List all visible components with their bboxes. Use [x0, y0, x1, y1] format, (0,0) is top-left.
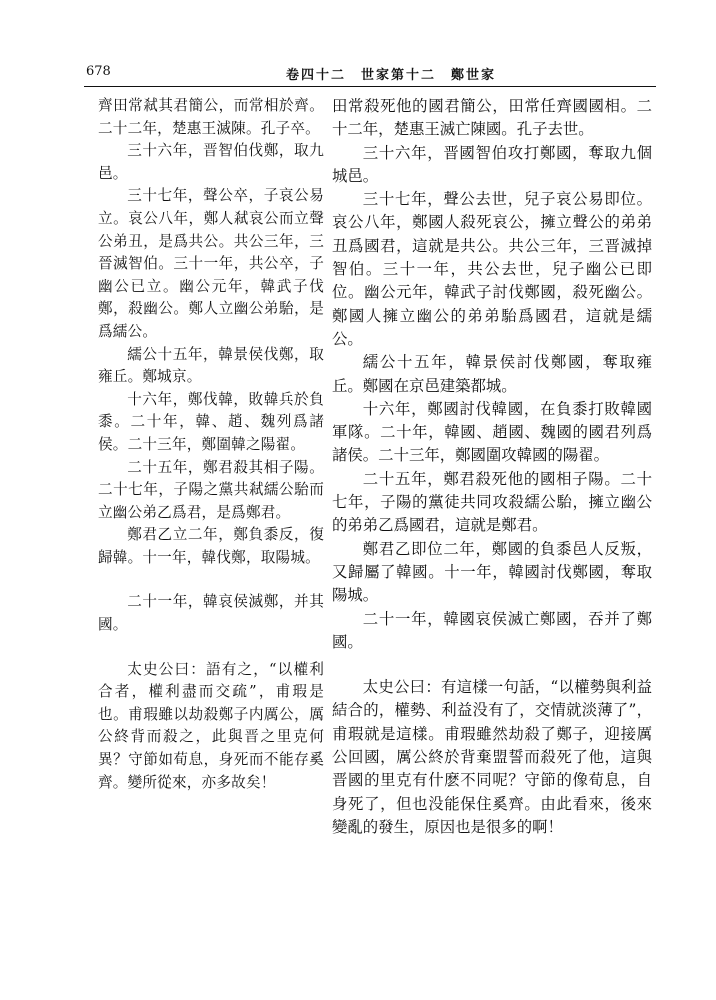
header-rule [84, 86, 656, 87]
classical-paragraph: 太史公曰：語有之，“以權利合者，權利盡而交疏”，甫瑕是也。甫瑕雖以劫殺鄭子内厲公，厲公終背而殺之，此與晋之里克何異？守節如荀息，身死而不能存奚齊。變所從來，亦多故矣！ [98, 660, 324, 791]
translation-paragraph: 田常殺死他的國君簡公，田常任齊國國相。二十二年，楚惠王滅亡陳國。孔子去世。 [332, 97, 652, 139]
translation-paragraph: 二十一年，韓國哀侯滅亡鄭國，吞并了鄭國。 [332, 609, 652, 651]
translation-paragraph: 繻公十五年，韓景侯討伐鄭國，奪取雍丘。鄭國在京邑建築都城。 [332, 353, 652, 395]
classical-paragraph: 二十五年，鄭君殺其相子陽。二十七年，子陽之黨共弒繻公駘而立幽公弟乙爲君，是爲鄭君。 [98, 458, 324, 521]
translation-paragraph: 鄭君乙即位二年，鄭國的負黍邑人反叛，又歸屬了韓國。十一年，韓國討伐鄭國，奪取陽城。 [332, 539, 652, 605]
translation-text-column [332, 95, 652, 839]
running-head: 卷四十二 世家第十二 鄭世家 [286, 68, 497, 83]
translation-paragraph: 三十七年，聲公去世，兒子哀公易即位。哀公八年，鄭國人殺死哀公，擁立聲公的弟弟丑爲國君，這就是共公。共公三年，三晋滅掉智伯。三十一年，共公去世，兒子幽公已即位。幽公元年，韓武子討伐鄭國，殺死幽公。鄭國人擁立幽公的弟弟駘爲國君，這就是繻公。 [332, 190, 652, 348]
translation-paragraph: 太史公曰：有這樣一句話，“以權勢與利益結合的，權勢、利益没有了，交情就淡薄了”，甫瑕就是這樣。甫瑕雖然劫殺了鄭子，迎接厲公回國，厲公終於背棄盟誓而殺死了他，這與晋國的里克有什麽不同呢？守節的像荀息，自身死了，但也没能保住奚齊。由此看來，後來變亂的發生，原因也是很多的啊！ [332, 678, 652, 836]
translation-paragraph: 二十五年，鄭君殺死他的國相子陽。二十七年，子陽的黨徒共同攻殺繻公駘，擁立幽公的弟弟乙爲國君，這就是鄭君。 [332, 469, 652, 535]
classical-paragraph: 二十一年，韓哀侯滅鄭，并其國。 [98, 593, 324, 634]
classical-paragraph: 三十六年，晋智伯伐鄭，取九邑。 [98, 142, 324, 182]
classical-paragraph: 繻公十五年，韓景侯伐鄭，取雍丘。鄭城京。 [98, 345, 324, 386]
classical-paragraph: 齊田常弒其君簡公，而常相於齊。二十二年，楚惠王滅陳。孔子卒。 [98, 97, 324, 137]
translation-paragraph: 三十六年，晋國智伯攻打鄭國，奪取九個城邑。 [332, 143, 652, 185]
classical-paragraph: 十六年，鄭伐韓，敗韓兵於負黍。二十年，韓、趙、魏列爲諸侯。二十三年，鄭圍韓之陽翟。 [98, 390, 324, 453]
page-number: 678 [86, 64, 111, 79]
classical-paragraph: 鄭君乙立二年，鄭負黍反，復歸韓。十一年，韓伐鄭，取陽城。 [98, 526, 324, 566]
classical-paragraph: 三十七年，聲公卒，子哀公易立。哀公八年，鄭人弒哀公而立聲公弟丑，是爲共公。共公三年，三晉滅智伯。三十一年，共公卒，子幽公已立。幽公元年，韓武子伐鄭，殺幽公。鄭人立幽公弟駘，是爲繻公。 [98, 187, 324, 340]
translation-paragraph: 十六年，鄭國討伐韓國，在負黍打敗韓國軍隊。二十年，韓國、趙國、魏國的國君列爲諸侯。二十三年，鄭國圍攻韓國的陽翟。 [332, 399, 652, 465]
classical-text-column [98, 95, 324, 794]
